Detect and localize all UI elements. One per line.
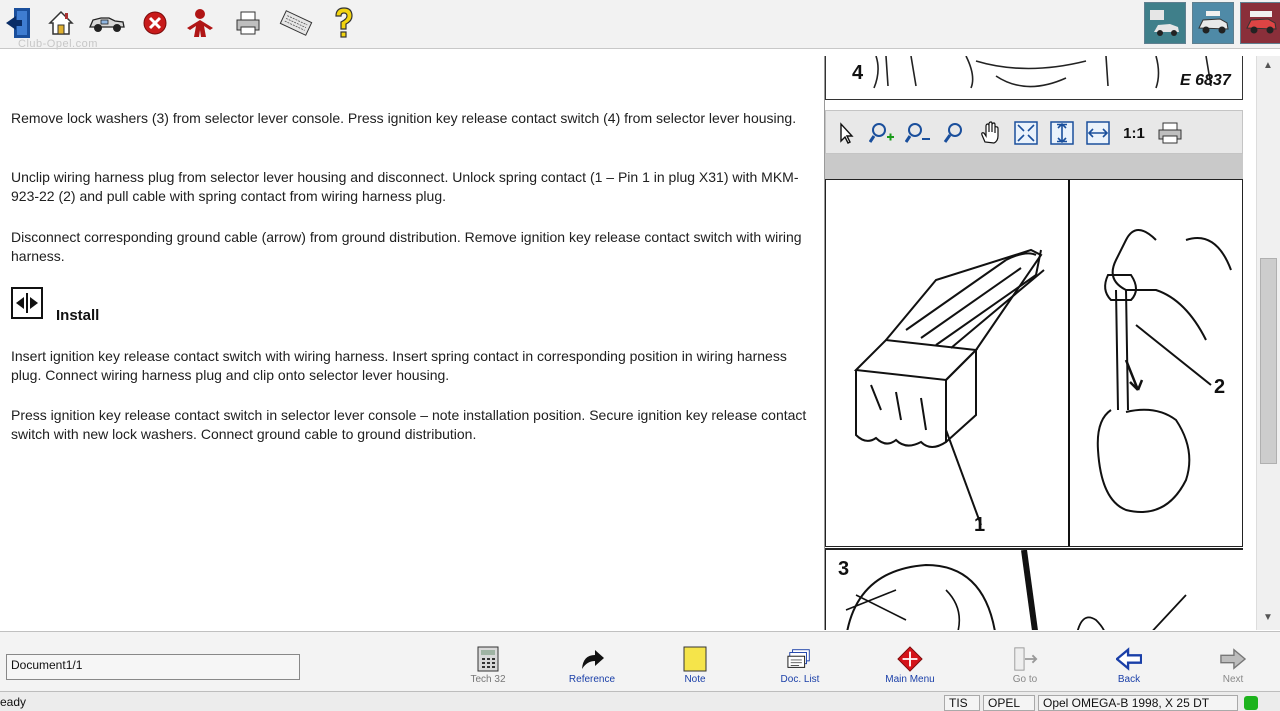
note-label: Note xyxy=(684,674,706,685)
calculator-icon xyxy=(477,646,499,672)
person-button[interactable] xyxy=(181,4,219,42)
goto-door-icon xyxy=(1012,646,1038,672)
back-label: Back xyxy=(1117,674,1141,685)
install-icon xyxy=(11,287,43,319)
goto-label: Go to xyxy=(1012,674,1038,685)
status-system: TIS xyxy=(944,695,980,711)
fit-width-button[interactable] xyxy=(1084,119,1112,147)
scroll-down-arrow-icon[interactable]: ▼ xyxy=(1263,612,1273,623)
paragraph-disconnect-ground: Disconnect corresponding ground cable (arrow) from ground distribution. Remove ignition key release contact switch with wiring harness. xyxy=(11,229,802,264)
keyboard-button[interactable] xyxy=(277,4,315,42)
image-print-button[interactable] xyxy=(1156,119,1184,147)
image-panel xyxy=(824,56,1257,630)
diagnosis-vehicle-icon xyxy=(1196,8,1230,38)
bottom-navigation-bar xyxy=(0,631,1280,691)
help-button[interactable] xyxy=(325,4,363,42)
status-indicator-icon xyxy=(1244,696,1258,710)
scroll-up-arrow-icon[interactable]: ▲ xyxy=(1263,60,1273,71)
main-menu-icon xyxy=(897,645,923,673)
keyboard-icon xyxy=(278,8,314,38)
actual-size-button[interactable] xyxy=(1118,119,1150,147)
status-vehicle: Opel OMEGA-B 1998, X 25 DT xyxy=(1038,695,1238,711)
back-arrow-icon xyxy=(1116,647,1142,671)
figure-code: E 6837 xyxy=(1180,72,1231,89)
note-icon xyxy=(683,646,707,672)
next-label: Next xyxy=(1222,674,1244,685)
print-icon xyxy=(1157,121,1183,145)
module-repair-button[interactable] xyxy=(1240,2,1280,44)
paragraph-press-switch: Press ignition key release contact switch in selector lever console – note installation position. Secure ignition key release contact switch with new lock washers. Connect ground cable to ground distribution. xyxy=(11,407,807,442)
repair-vehicle-icon xyxy=(1244,8,1278,38)
install-heading: Install xyxy=(56,307,100,324)
tech-vehicle-icon xyxy=(1148,8,1182,38)
figure-callout-4: 4 xyxy=(852,62,864,84)
paragraph-remove-washers: Remove lock washers (3) from selector lever console. Press ignition key release contact switch (4) from selector lever housing. xyxy=(11,110,797,126)
reference-label: Reference xyxy=(568,674,616,685)
zoom-button[interactable] xyxy=(940,119,968,147)
document-text-area xyxy=(0,56,824,630)
back-button[interactable] xyxy=(1089,646,1169,690)
repair-illustration xyxy=(825,179,1243,547)
fit-width-icon xyxy=(1086,121,1110,145)
reference-arrow-icon xyxy=(579,647,605,671)
print-button[interactable] xyxy=(229,4,267,42)
main-menu-button[interactable] xyxy=(870,646,950,690)
home-icon xyxy=(47,9,75,37)
fit-height-button[interactable] xyxy=(1048,119,1076,147)
next-arrow-icon xyxy=(1220,647,1246,671)
stop-icon xyxy=(142,10,168,36)
status-brand: OPEL xyxy=(983,695,1035,711)
fit-window-button[interactable] xyxy=(1012,119,1040,147)
fit-height-icon xyxy=(1050,121,1074,145)
module-diagnosis-button[interactable] xyxy=(1192,2,1234,44)
figure-top-fragment xyxy=(825,56,1243,100)
status-text: eady xyxy=(0,695,27,709)
cursor-arrow-icon xyxy=(836,122,856,144)
document-list-icon xyxy=(787,648,813,670)
image-toolbar xyxy=(825,110,1243,154)
watermark-text: Club-Opel.com xyxy=(18,38,98,50)
reference-button[interactable] xyxy=(552,646,632,690)
scroll-thumb[interactable] xyxy=(1260,258,1277,464)
module-tech-button[interactable] xyxy=(1144,2,1186,44)
figure-bottom-fragment xyxy=(825,548,1243,630)
tech32-label: Tech 32 xyxy=(470,674,506,685)
figure-callout-1: 1 xyxy=(974,514,986,536)
print-icon xyxy=(234,10,262,36)
status-bar xyxy=(0,691,1280,711)
figure-callout-2: 2 xyxy=(1214,376,1226,398)
doc-list-button[interactable] xyxy=(760,646,840,690)
top-toolbar xyxy=(0,0,1280,49)
zoom-out-icon xyxy=(905,120,931,146)
home-button[interactable] xyxy=(42,4,80,42)
zoom-out-button[interactable] xyxy=(904,119,932,147)
help-icon xyxy=(330,6,358,40)
magnifier-icon xyxy=(942,121,966,145)
figure-callout-3: 3 xyxy=(838,558,850,580)
paragraph-unclip-plug: Unclip wiring harness plug from selector lever housing and disconnect. Unlock spring contact (1 – Pin 1 in plug X31) with MKM-923-22 (2) and pull cable with spring contact from wiring harness plug. xyxy=(11,169,799,204)
document-field: Document1/1 xyxy=(6,654,300,680)
next-button[interactable] xyxy=(1193,646,1273,690)
zoom-in-icon xyxy=(869,120,895,146)
main-menu-label: Main Menu xyxy=(885,674,935,685)
goto-button[interactable] xyxy=(985,646,1065,690)
stop-button[interactable] xyxy=(136,4,174,42)
zoom-in-button[interactable] xyxy=(868,119,896,147)
note-button[interactable] xyxy=(655,646,735,690)
doc-list-label: Doc. List xyxy=(780,674,820,685)
select-tool-button[interactable] xyxy=(832,119,860,147)
vehicle-button[interactable] xyxy=(86,4,128,42)
vehicle-icon xyxy=(87,11,127,35)
image-header-band xyxy=(825,154,1243,179)
vertical-scrollbar[interactable] xyxy=(1256,56,1280,630)
hand-icon xyxy=(978,121,1002,145)
tech32-button[interactable] xyxy=(448,646,528,690)
paragraph-insert-switch: Insert ignition key release contact switch with wiring harness. Insert spring contact in corresponding position in wiring harness plug. Connect wiring harness plug and clip onto selector lever housing. xyxy=(11,348,787,383)
actual-size-label: 1:1 xyxy=(1123,124,1145,142)
exit-button[interactable] xyxy=(0,4,38,42)
person-icon xyxy=(182,8,218,38)
pan-tool-button[interactable] xyxy=(976,119,1004,147)
exit-icon xyxy=(4,6,34,40)
fit-window-icon xyxy=(1014,121,1038,145)
